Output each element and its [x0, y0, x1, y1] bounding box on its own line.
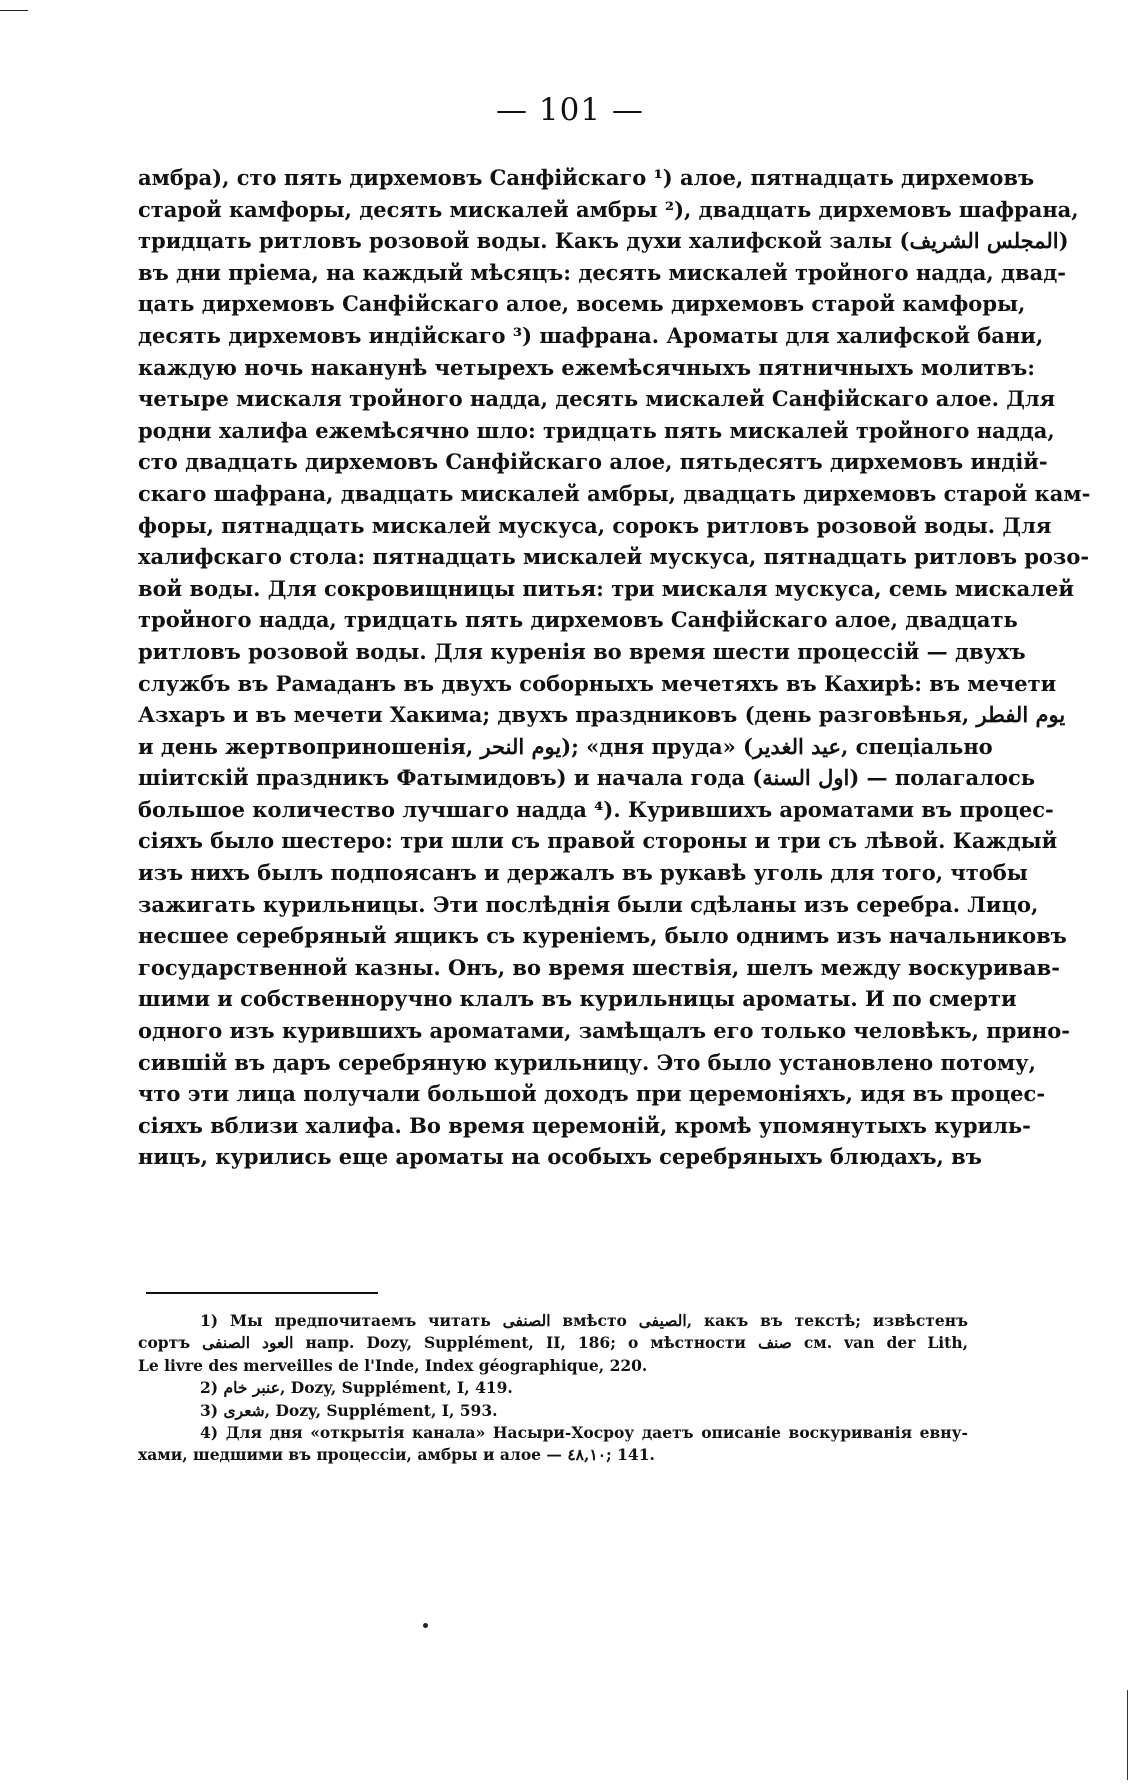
footnote-1-continued: Le livre des merveilles de l'Inde, Index géographique, 220.	[138, 1355, 648, 1375]
scan-speck	[423, 1623, 428, 1628]
text-line: родни халифа ежемѣсячно шло: тридцать пять мискалей тройного надда,	[138, 417, 1055, 443]
text-line: тройного надда, тридцать пять дирхемовъ Санфійскаго алое, двадцать	[138, 607, 1018, 633]
text-line: что эти лица получали большой доходъ при церемоніяхъ, идя въ процес-	[138, 1081, 1046, 1107]
text-line: сто двадцать дирхемовъ Санфійскаго алое, пятьдесятъ дирхемовъ индій-	[138, 449, 1048, 475]
text-line: и день жертвоприношенія, يوم النحر); «дня пруда» (عيد الغدير, спеціально	[138, 733, 993, 759]
footnote-2: 2) عنبر خام, Dozy, Supplément, I, 419.	[200, 1378, 513, 1398]
page-number: — 101 —	[496, 92, 644, 128]
scan-edge-mark-right	[1127, 1690, 1128, 1780]
footnote-divider	[146, 1292, 378, 1294]
text-line: цать дирхемовъ Санфійскаго алое, восемь дирхемовъ старой камфоры,	[138, 291, 1026, 317]
text-line: въ дни пріема, на каждый мѣсяцъ: десять мискалей тройного надда, двад-	[138, 259, 1066, 285]
footnotes	[138, 1310, 968, 1467]
text-line: каждую ночь наканунѣ четырехъ ежемѣсячныхъ пятничныхъ молитвъ:	[138, 354, 1036, 380]
text-line: ницъ, курились еще ароматы на особыхъ серебряныхъ блюдахъ, въ	[138, 1144, 982, 1170]
text-line: четыре мискаля тройного надда, десять мискалей Санфійскаго алое. Для	[138, 386, 1056, 412]
text-line: одного изъ курившихъ ароматами, замѣщалъ его только человѣкъ, прино-	[138, 1018, 1070, 1044]
text-line: старой камфоры, десять мискалей амбры ²), двадцать дирхемовъ шафрана,	[138, 196, 1079, 222]
text-line: сившій въ даръ серебряную курильницу. Это было установлено потому,	[138, 1049, 1036, 1075]
text-line: сіяхъ было шестеро: три шли съ правой стороны и три съ лѣвой. Каждый	[138, 828, 1058, 854]
text-line: халифскаго стола: пятнадцать мискалей мускуса, пятнадцать ритловъ розо-	[138, 544, 1090, 570]
text-line: тридцать ритловъ розовой воды. Какъ духи халифской залы (المجلس الشريف)	[138, 228, 1069, 254]
footnote-1-continued: сортъ العود الصنفى напр. Dozy, Supplément, II, 186; о мѣстности صنف см. van der Lith,	[138, 1333, 968, 1353]
text-line: государственной казны. Онъ, во время шествія, шелъ между воскуривав-	[138, 954, 1060, 980]
text-line: ритловъ розовой воды. Для куренія во время шести процессій — двухъ	[138, 638, 1026, 664]
footnote-4-continued: хами, шедшими въ процессіи, амбры и алое — ٤٨,١٠; 141.	[138, 1445, 655, 1465]
text-line: вой воды. Для сокровищницы питья: три мискаля мускуса, семь мискалей	[138, 575, 1074, 601]
footnote-1: 1) Мы предпочитаемъ читать الصنفى вмѣсто الصيفى, какъ въ текстѣ; извѣстенъ	[200, 1311, 968, 1330]
text-line: зажигать курильницы. Эти послѣднія были сдѣланы изъ серебра. Лицо,	[138, 891, 1039, 917]
text-line: форы, пятнадцать мискалей мускуса, сорокъ ритловъ розовой воды. Для	[138, 512, 1052, 538]
text-line: сіяхъ вблизи халифа. Во время церемоній, кромѣ упомянутыхъ куриль-	[138, 1112, 1031, 1138]
text-line: изъ нихъ былъ подпоясанъ и держалъ въ рукавѣ уголь для того, чтобы	[138, 860, 1028, 886]
footnote-3: 3) شعرى, Dozy, Supplément, I, 593.	[200, 1400, 498, 1420]
text-line: амбра), сто пять дирхемовъ Санфійскаго ¹) алое, пятнадцать дирхемовъ	[138, 165, 1035, 190]
text-line: шими и собственноручно клалъ въ курильницы ароматы. И по смерти	[138, 986, 1017, 1012]
footnote-4: 4) Для дня «открытія канала» Насыри-Хосроу даетъ описаніе воскуриванія евну-	[200, 1422, 968, 1442]
text-line: службъ въ Рамаданъ въ двухъ соборныхъ мечетяхъ въ Кахирѣ: въ мечети	[138, 670, 1057, 696]
scan-edge-mark	[0, 10, 28, 11]
text-line: Азхаръ и въ мечети Хакима; двухъ праздниковъ (день разговѣнья, يوم الفطر	[138, 702, 1066, 728]
text-line: большое количество лучшаго надда ⁴). Курившихъ ароматами въ процес-	[138, 796, 1054, 822]
text-line: скаго шафрана, двадцать мискалей амбры, двадцать дирхемовъ старой кам-	[138, 480, 1091, 506]
text-line: шіитскій праздникъ Фатымидовъ) и начала года (اول السنة) — полагалось	[138, 765, 1035, 791]
text-line: несшее серебряный ящикъ съ куреніемъ, было однимъ изъ начальниковъ	[138, 923, 1067, 949]
text-line: десять дирхемовъ индійскаго ³) шафрана. Ароматы для халифской бани,	[138, 322, 1044, 348]
main-text	[138, 162, 1091, 1173]
